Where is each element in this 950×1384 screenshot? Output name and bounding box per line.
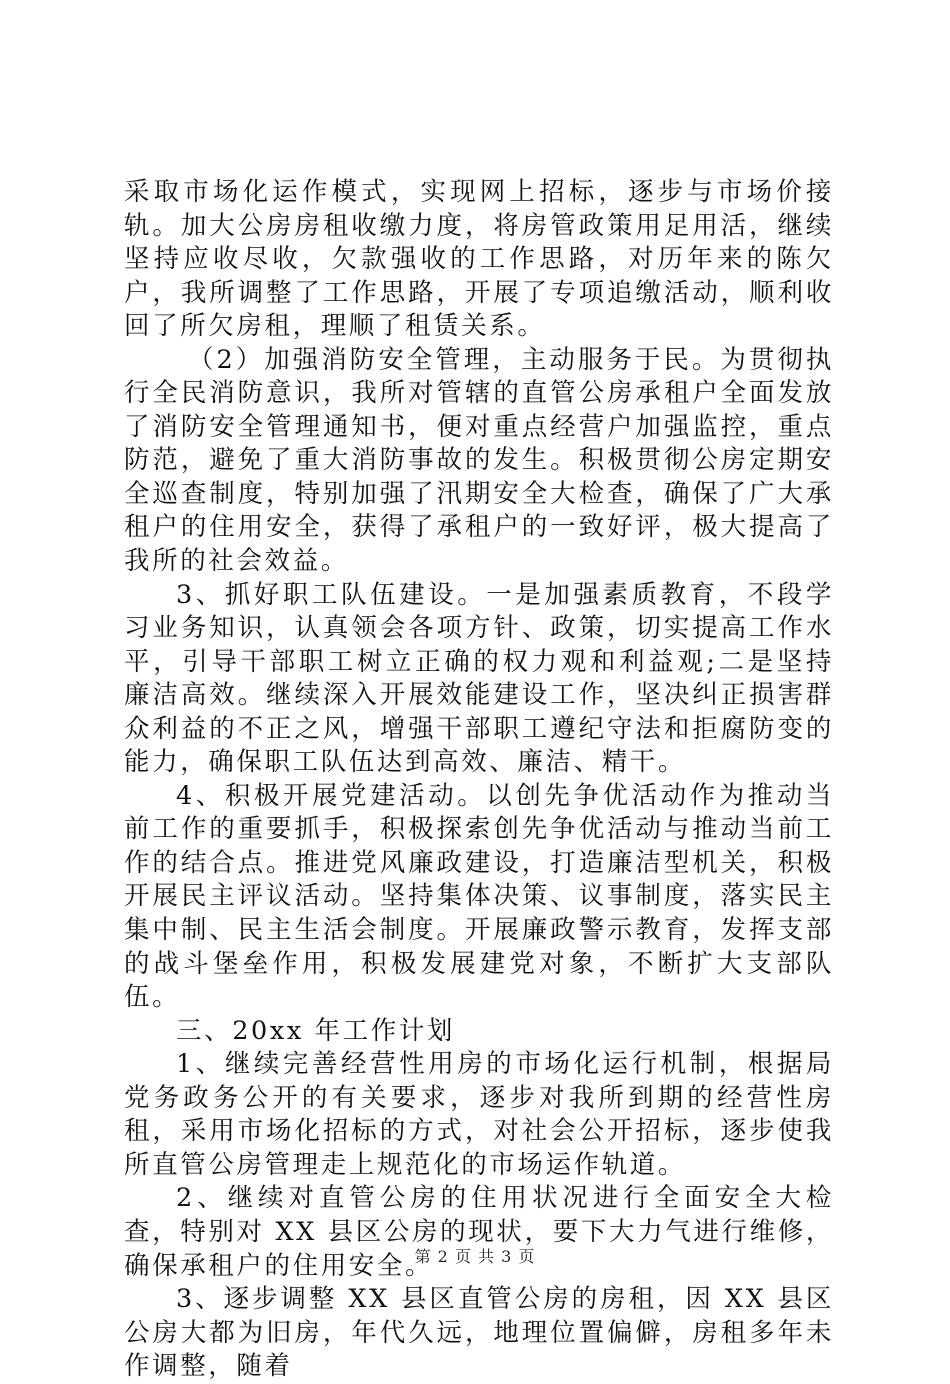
document-body: [124, 176, 834, 1384]
paragraph-rent-collection: 采取市场化运作模式，实现网上招标，逐步与市场价接轨。加大公房房租收缴力度，将房管政策用足用活，继续坚持应收尽收，欠款强收的工作思路，对历年来的陈欠户，我所调整了工作思路，开展了专项追缴活动，顺利收回了所欠房租，理顺了租赁关系。: [124, 177, 834, 342]
paragraph-plan-item-3: 3、逐步调整 XX 县区直管公房的房租，因 XX 县区公房大都为旧房，年代久远，地理位置偏僻，房租多年未作调整，随着: [124, 1284, 834, 1382]
paragraph-plan-item-2: 2、继续对直管公房的住用状况进行全面安全大检查，特别对 XX 县区公房的现状，要下大力气进行维修，确保承租户的住用安全。: [124, 1183, 834, 1281]
paragraph-party-building: 4、积极开展党建活动。以创先争优活动作为推动当前工作的重要抓手，积极探索创先争优活动与推动当前工作的结合点。推进党风廉政建设，打造廉洁型机关，积极开展民主评议活动。坚持集体决策、议事制度，落实民主集中制、民主生活会制度。开展廉政警示教育，发挥支部的战斗堡垒作用，积极发展建党对象，不断扩大支部队伍。: [124, 780, 834, 1013]
paragraph-fire-safety: （2）加强消防安全管理，主动服务于民。为贯彻执行全民消防意识，我所对管辖的直管公房承租户全面发放了消防安全管理通知书，便对重点经营户加强监控，重点防范，避免了重大消防事故的发生。积极贯彻公房定期安全巡查制度，特别加强了汛期安全大检查，确保了广大承租户的住用安全，获得了承租户的一致好评，极大提高了我所的社会效益。: [124, 344, 834, 577]
paragraph-plan-item-1: 1、继续完善经营性用房的市场化运行机制，根据局党务政务公开的有关要求，逐步对我所到期的经营性房租，采用市场化招标的方式，对社会公开招标，逐步使我所直管公房管理走上规范化的市场运作轨道。: [124, 1049, 834, 1180]
page-footer: 第 2 页 共 3 页: [414, 1247, 536, 1266]
paragraph-staff-building: 3、抓好职工队伍建设。一是加强素质教育，不段学习业务知识，认真领会各项方针、政策，切实提高工作水平，引导干部职工树立正确的权力观和利益观;二是坚持廉洁高效。继续深入开展效能建设工作，坚决纠正损害群众利益的不正之风，增强干部职工遵纪守法和拒腐防变的能力，确保职工队伍达到高效、廉洁、精干。: [124, 579, 834, 778]
section-heading-work-plan: 三、20xx 年工作计划: [176, 1015, 456, 1046]
